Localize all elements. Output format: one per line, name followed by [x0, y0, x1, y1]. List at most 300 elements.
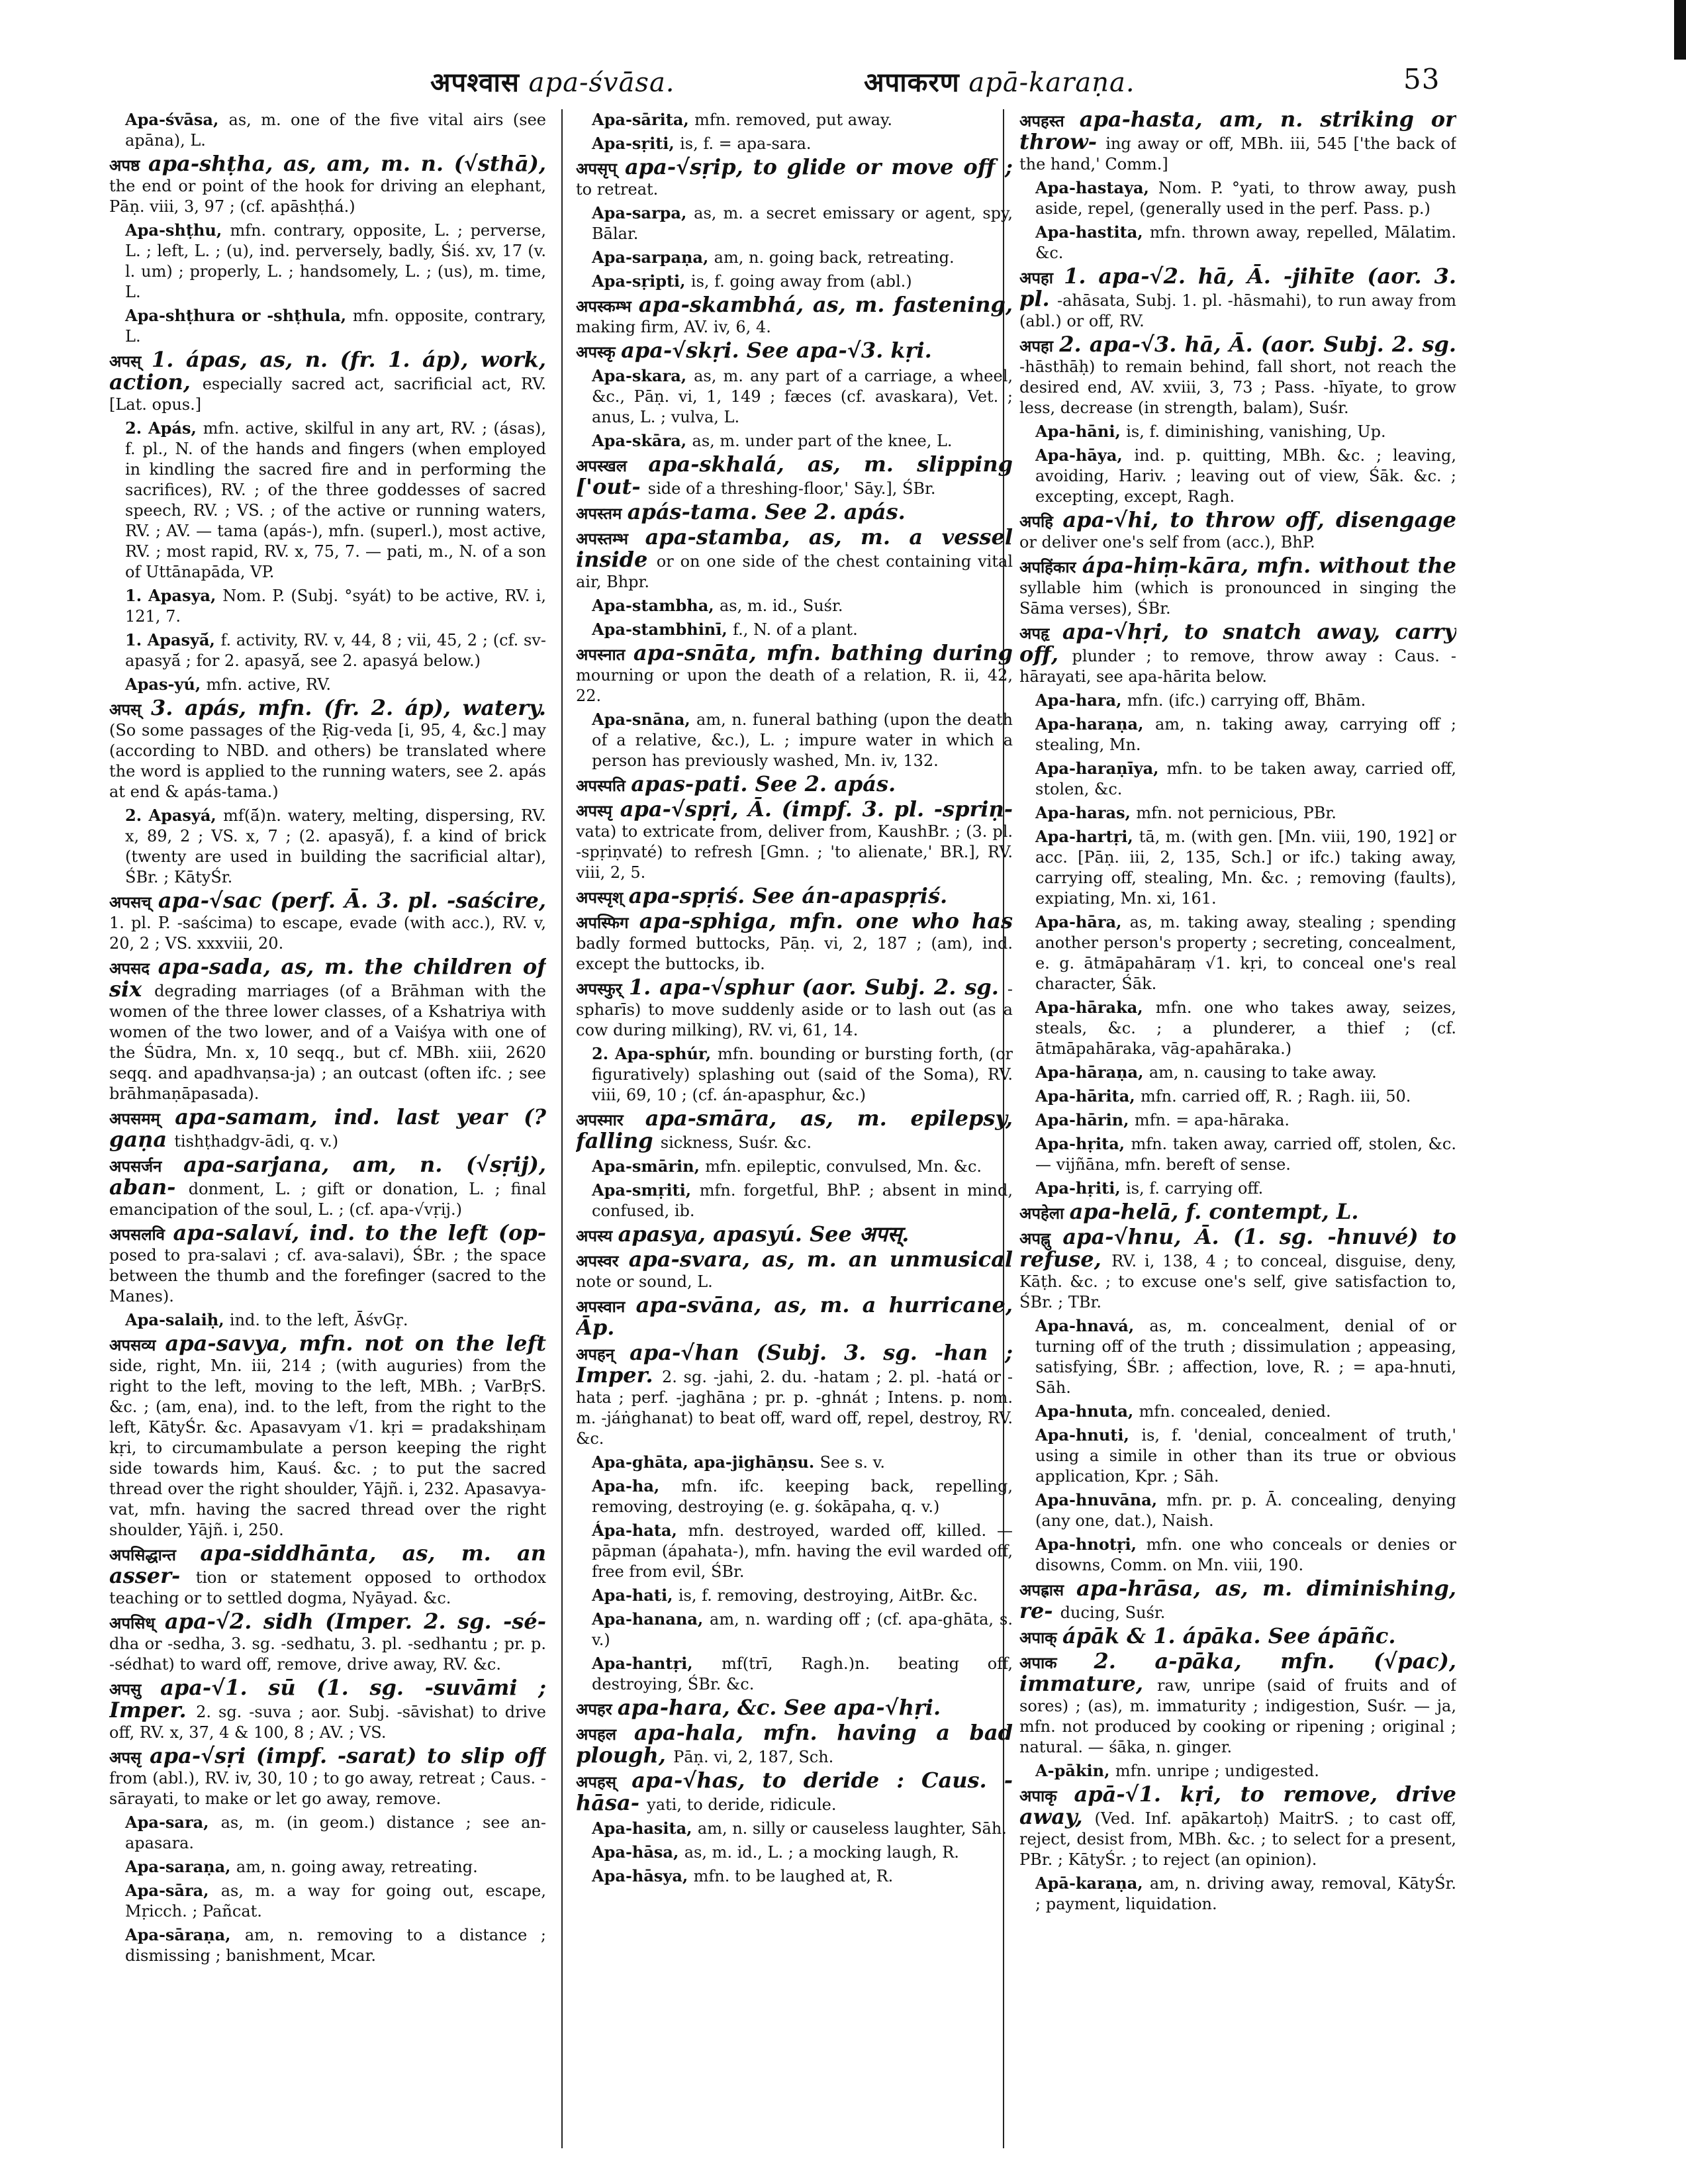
dictionary-entry [576, 1043, 1013, 1106]
entry-headword: 2. a-pāka, mfn. (√pac), immature, [1019, 1648, 1456, 1696]
entry-devanagari: अपसिध् [109, 1614, 165, 1633]
dictionary-entry [109, 630, 546, 671]
entry-headword: apa-svara, as, m. an unmusical [628, 1247, 1013, 1272]
entry-headword: Apa-stambha, [592, 596, 720, 615]
dictionary-entry [1019, 222, 1456, 263]
entry-headword: apa-√1. sū (1. sg. -suvāmi ; Imper. [109, 1675, 546, 1723]
dictionary-entry [1019, 1133, 1456, 1175]
dictionary-entry [109, 1152, 546, 1220]
entry-headword: apa-sphiga, mfn. one who has [639, 908, 1013, 933]
dictionary-entry [576, 1156, 1013, 1177]
entry-definition: Pāṇ. vi, 2, 187, Sch. [673, 1748, 834, 1766]
entry-headword: Apa-hastaya, [1035, 178, 1158, 197]
entry-definition: is, f. going away from (abl.) [690, 272, 912, 291]
dictionary-entry [1019, 334, 1456, 418]
entry-definition: 2. sg. -suva ; aor. Subj. -sāvishat) to drive off, RV. x, 37, 4 & 100, 8 ; AV. ; VS. [109, 1703, 546, 1742]
dictionary-entry [576, 430, 1013, 451]
entry-definition: am, n. causing to take away. [1148, 1063, 1377, 1082]
dictionary-entry [576, 154, 1013, 200]
entry-headword: 3. apás, mfn. (fr. 2. áp), watery. [150, 695, 546, 720]
entry-devanagari: अपस्कृ [576, 343, 622, 361]
entry-headword: ápāk & 1. ápāka. See ápāñc. [1062, 1623, 1396, 1648]
entry-definition: am, n. going away, retreating. [236, 1858, 478, 1876]
entry-definition: tion or statement opposed to orthodox teaching or to settled dogma, Nyāyad. &c. [109, 1568, 546, 1607]
entry-headword: Apa-hnotṛi, [1035, 1535, 1147, 1554]
dictionary-entry [1019, 1086, 1456, 1107]
entry-headword: Apa-hastita, [1035, 222, 1150, 242]
dictionary-entry [576, 365, 1013, 428]
entry-devanagari: अपस्तम्भ [576, 530, 645, 548]
entry-devanagari: अपस्खल [576, 457, 649, 475]
entry-headword: Apa-śvāsa, [125, 110, 229, 129]
entry-definition: (So some passages of the Ṛig-veda [i, 95, 4, &c.] may (according to NBD. and others) be translated where the word is applied to the running waters, see 2. apás at end & apás-tama.) [109, 721, 546, 801]
dictionary-entry [109, 109, 546, 151]
dictionary-entry [576, 1770, 1013, 1815]
dictionary-entry [109, 585, 546, 627]
dictionary-entry [1019, 690, 1456, 711]
entry-headword: apa-spṛiś. See án-apaspṛiś. [628, 883, 948, 908]
entry-headword: Apa-salaiḥ, [125, 1310, 230, 1329]
entry-headword: apás-tama. See 2. apás. [627, 499, 906, 524]
entry-devanagari: अपसर्जन [109, 1157, 184, 1176]
entry-devanagari: अपहि [1019, 512, 1063, 531]
entry-definition: am, n. taking away, carrying off ; stealing, Mn. [1035, 715, 1456, 754]
entry-devanagari: अपस्वान [576, 1298, 636, 1316]
dictionary-entry [576, 1180, 1013, 1221]
entry-headword: Apa-hartṛi, [1035, 827, 1139, 846]
entry-headword: apa-stamba, as, m. a vessel inside [576, 524, 1013, 572]
dictionary-entry [576, 1866, 1013, 1887]
dictionary-entry [1019, 619, 1456, 687]
dictionary-entry [109, 151, 546, 217]
dictionary-entry [576, 1653, 1013, 1695]
dictionary-entry [109, 695, 546, 802]
page-number: 53 [1403, 63, 1440, 95]
entry-definition: mfn. removed, put away. [694, 111, 892, 129]
entry-definition: mfn. not pernicious, PBr. [1136, 804, 1336, 822]
dictionary-entry [1019, 421, 1456, 442]
entry-definition: mfn. destroyed, warded off, killed. — pāpman (ápahata-), mfn. having the evil warded off, free from evil, ŚBr. [592, 1521, 1013, 1581]
entry-headword: Apa-hāni, [1035, 422, 1127, 441]
dictionary-entry [1019, 1199, 1456, 1224]
entry-headword: Apa-hasita, [592, 1819, 698, 1838]
entry-definition: yati, to deride, ridicule. [647, 1795, 837, 1814]
entry-devanagari: अपह्नु [1019, 1229, 1063, 1248]
dictionary-entry [576, 1249, 1013, 1292]
entry-headword: 1. ápas, as, n. (fr. 1. áp), work, action, [109, 347, 546, 395]
entry-headword: Apa-hāsya, [592, 1866, 694, 1885]
entry-headword: Apa-shṭhura or -shṭhula, [125, 306, 353, 325]
entry-definition: -hāsthāḥ) to remain behind, fall short, not reach the desired end, AV. xviii, 3, 73 ; Pass. -hīyate, to grow less, decrease (in strength, balam), Suśr. [1019, 357, 1456, 417]
entry-headword: apa-savya, mfn. not on the left [165, 1331, 546, 1356]
entry-devanagari: अपसृ [109, 1748, 150, 1767]
entry-definition: mfn. active, skilful in any art, RV. ; (ásas), f. pl., N. of the hands and fingers (when employed in kindling the sacred fire and in performing the sacrifices), RV. ; of the three goddesses of sacred speech, RV. ; VS. ; of the active or running waters, RV. ; AV. — tama (apás-), mfn. (superl.), most active, RV. ; most rapid, RV. x, 75, 7. — pati, m., N. of a son of Uttānapāda, VP. [125, 419, 546, 581]
entry-definition: mfn. pr. p. Ā. concealing, denying (any one, dat.), Naish. [1035, 1491, 1456, 1530]
entry-definition: or on one side of the chest containing vital air, Bhpr. [576, 552, 1013, 591]
entry-headword: apa-samam, ind. last year (? gaṇa [109, 1104, 546, 1152]
dictionary-entry [576, 1697, 1013, 1720]
entry-devanagari: अपहस्त [1019, 112, 1080, 130]
header-left-devanagari: अपश्वास [430, 68, 520, 98]
entry-headword: Apa-hārita, [1035, 1086, 1141, 1106]
entry-devanagari: अपस्वर [576, 1252, 629, 1270]
entry-headword: Apa-hāra, [1035, 912, 1130, 931]
dictionary-entry [109, 1220, 546, 1307]
entry-headword: Apa-hnuvāna, [1035, 1490, 1167, 1509]
entry-definition: ing away or off, MBh. iii, 545 ['the back of the hand,' Comm.] [1019, 134, 1456, 173]
entry-headword: Apa-sarpaṇa, [592, 248, 714, 267]
entry-devanagari: अपस्य [576, 1227, 618, 1245]
entry-headword: apa-svāna, as, m. a hurricane, Āp. [576, 1292, 1013, 1340]
entry-definition: mf(trī, Ragh.)n. beating off, destroying, ŚBr. &c. [592, 1654, 1013, 1693]
dictionary-entry [576, 1221, 1013, 1247]
dictionary-entry [109, 1743, 546, 1809]
entry-definition: plunder ; to remove, throw away : Caus. -hārayati, see apa-hārita below. [1019, 647, 1456, 686]
dictionary-entry [576, 1609, 1013, 1650]
entry-headword: Apa-hṛiti, [1035, 1178, 1127, 1198]
entry-definition: mfn. ifc. keeping back, repelling, removing, destroying (e. g. śokāpaha, q. v.) [592, 1477, 1013, 1516]
entry-devanagari: अपसव्य [109, 1336, 165, 1354]
dictionary-entry [576, 340, 1013, 363]
entry-headword: apa-√sṛi (impf. -sarat) to slip off [150, 1743, 546, 1768]
dictionary-entry [576, 1720, 1013, 1768]
entry-headword: Apa-haraṇīya, [1035, 759, 1167, 778]
entry-headword: Apa-shṭhu, [125, 220, 230, 240]
entry-devanagari: अपहा [1019, 337, 1060, 356]
entry-definition: (Ved. Inf. apākartoḥ) MaitrS. ; to cast off, reject, desist from, MBh. &c. ; to select for a present, PBr. ; KātyŚr. ; to reject (an opinion). [1019, 1809, 1456, 1869]
entry-devanagari: अपस् [109, 352, 152, 371]
dictionary-entry [109, 1856, 546, 1877]
entry-headword: apa-√skṛi. See apa-√3. kṛi. [621, 338, 932, 363]
dictionary-entry [1019, 1534, 1456, 1576]
entry-headword: Apa-hāsa, [592, 1842, 684, 1862]
entry-headword: Apa-haras, [1035, 803, 1137, 822]
entry-definition: -ahāsata, Subj. 1. pl. -hāsmahi), to run away from (abl.) or off, RV. [1019, 291, 1456, 330]
entry-devanagari: अपस्पृ [576, 802, 620, 820]
dictionary-entry [576, 109, 1013, 130]
entry-definition: raw, unripe (said of fruits and of sores) ; (as), m. immaturity ; indigestion, Suśr. — ja, mfn. not produced by cooking or ripening ; original ; natural. — śāka, n. ginger. [1019, 1676, 1456, 1756]
entry-headword: Apa-sṛiti, [592, 134, 680, 153]
dictionary-entry [576, 292, 1013, 338]
dictionary-entry [1019, 714, 1456, 755]
entry-definition: side, right, Mn. iii, 214 ; (with auguries) from the right to the left, moving to the left, MBh. ; VarBṛS. &c. ; (am, ena), ind. to the left, from the right to the left, KātyŚr. &c. Apasavyam √1. kṛi = pradakshiṇam kṛi, to circumambulate a person keeping the right side towards him, Kauś. &c. ; to put the sacred thread over the right shoulder, Yājñ. i, 232. Apasavya-vat, mfn. having the sacred thread over the right shoulder, Yājñ. i, 250. [109, 1356, 546, 1539]
dictionary-entry [1019, 1623, 1456, 1648]
entry-devanagari: अपसच् [109, 893, 158, 912]
entry-definition: ind. to the left, ĀśvGṛ. [229, 1311, 408, 1329]
entry-devanagari: अपस्फिग [576, 914, 639, 932]
entry-headword: apa-√2. sidh (Imper. 2. sg. -sé- [164, 1609, 546, 1634]
entry-headword: apasya, apasyú. See अपस्. [618, 1221, 910, 1247]
entry-headword: apa-√sac (perf. Ā. 3. pl. -saścire, [158, 888, 546, 913]
dictionary-entry [109, 890, 546, 954]
entry-definition: sickness, Suśr. &c. [660, 1133, 812, 1152]
dictionary-entry [576, 1292, 1013, 1340]
dictionary-entry [576, 619, 1013, 640]
entry-headword: Apa-ghāta, apa-jighāṇsu. [592, 1452, 820, 1472]
dictionary-entry [109, 1924, 546, 1966]
entry-headword: apa-√hnu, Ā. (1. sg. -hnuvé) to refuse, [1019, 1224, 1456, 1272]
entry-headword: apa-√hṛi, to snatch away, carry off, [1019, 619, 1456, 667]
entry-headword: apa-√spṛi, Ā. (impf. 3. pl. -spriṇ- [620, 796, 1013, 822]
entry-headword: apa-√has, to deride : Caus. -hāsa- [576, 1768, 1013, 1815]
entry-headword: Apa-hara, [1035, 690, 1127, 710]
entry-headword: apā-√1. kṛi, to remove, drive away, [1019, 1781, 1456, 1829]
dictionary-entry [1019, 263, 1456, 332]
dictionary-entry [576, 1476, 1013, 1517]
dictionary-entry [576, 247, 1013, 268]
entry-headword: Apa-stambhinī, [592, 620, 733, 639]
dictionary-entry [1019, 802, 1456, 824]
dictionary-entry [576, 595, 1013, 616]
column-2 [576, 109, 1013, 2155]
entry-definition: -spharīs) to move suddenly aside or to lash out (as a cow during milking), RV. vi, 61, 14. [576, 980, 1013, 1039]
entry-definition: as, m. id., L. ; a mocking laugh, R. [684, 1843, 959, 1862]
entry-devanagari: अपहन् [576, 1345, 630, 1364]
entry-definition: as, m. (in geom.) distance ; see an-apasara. [125, 1813, 546, 1852]
entry-headword: Apa-hnuta, [1035, 1401, 1139, 1421]
entry-definition: is, f. 'denial, concealment of truth,' using a simile in other than its true or obvious application, Kpr. ; Sāh. [1035, 1426, 1456, 1486]
entry-headword: Apa-smṛiti, [592, 1180, 700, 1200]
entry-devanagari: अपसमम् [109, 1110, 175, 1128]
entry-definition: mfn. thrown away, repelled, Mālatim. &c. [1035, 223, 1456, 262]
entry-definition: am, n. warding off ; (cf. apa-ghāta, s. v.) [592, 1610, 1013, 1649]
dictionary-entry [109, 1309, 546, 1331]
dictionary-entry [576, 908, 1013, 974]
dictionary-entry [109, 418, 546, 583]
dictionary-entry [576, 883, 1013, 908]
entry-definition: Nom. P. °yati, to throw away, push aside, repel, (generally used in the perf. Pass. p.) [1035, 179, 1456, 218]
dictionary-entry [576, 499, 1013, 524]
entry-definition: tā, m. (with gen. [Mn. viii, 190, 192] or acc. [Pāṇ. iii, 2, 135, Sch.] or ifc.) taking away, carrying off, stealing, Mn. &c. ; removing (faults), expiating, Mn. xi, 161. [1035, 828, 1456, 908]
dictionary-entry [576, 1520, 1013, 1582]
entry-devanagari: अपहस् [576, 1773, 632, 1791]
entry-headword: apa-snāta, mfn. bathing during [633, 640, 1013, 665]
dictionary-entry [1019, 826, 1456, 909]
entry-headword: Apa-ha, [592, 1476, 682, 1496]
entry-definition: See s. v. [820, 1453, 885, 1472]
dictionary-entry [109, 305, 546, 347]
entry-devanagari: अपह्रास [1019, 1581, 1077, 1599]
dictionary-entry [1019, 1062, 1456, 1083]
entry-definition: ind. p. quitting, MBh. &c. ; leaving, avoiding, Hariv. ; leaving out of view, Śāk. &c. ; excepting, except, Ragh. [1035, 446, 1456, 506]
entry-devanagari: अपसलवि [109, 1225, 173, 1244]
page-edge-bar [1674, 0, 1686, 60]
entry-devanagari: अपस्मार [576, 1111, 645, 1129]
entry-headword: 2. Apás, [125, 418, 203, 438]
entry-devanagari: अपस्फुर् [576, 980, 629, 998]
dictionary-entry [1019, 1781, 1456, 1870]
dictionary-entry [576, 1340, 1013, 1449]
dictionary-entry [576, 203, 1013, 244]
entry-headword: apa-√han (Subj. 3. sg. -han ; Imper. [576, 1340, 1013, 1388]
dictionary-entry [109, 954, 546, 1104]
entry-headword: apa-skambhá, as, m. fastening, [638, 292, 1013, 317]
entry-devanagari: अपहल [576, 1725, 634, 1744]
entry-definition: RV. i, 138, 4 ; to conceal, disguise, deny, Kāṭh. &c. ; to excuse one's self, give satisfaction to, ŚBr. ; TBr. [1019, 1252, 1456, 1311]
entry-headword: Ápa-hata, [592, 1521, 688, 1540]
entry-devanagari: अपहिंकार [1019, 558, 1082, 577]
entry-devanagari: अपाक् [1019, 1629, 1062, 1647]
entry-headword: Apa-sārita, [592, 110, 695, 129]
entry-devanagari: अपाकृ [1019, 1787, 1074, 1805]
entry-headword: apa-√sṛip, to glide or move off ; [625, 154, 1013, 179]
entry-definition: syllable him (which is pronounced in singing the Sāma verses), ŚBr. [1019, 579, 1456, 618]
entry-headword: apa-skhalá, as, m. slipping ['out- [576, 451, 1013, 499]
dictionary-entry [576, 796, 1013, 883]
dictionary-entry [1019, 555, 1456, 619]
dictionary-entry [576, 974, 1013, 1041]
dictionary-entry [1019, 997, 1456, 1059]
entry-devanagari: अपसु [109, 1680, 161, 1699]
entry-definition: to retreat. [576, 180, 659, 199]
entry-definition: posed to pra-salavi ; cf. ava-salavi), ŚBr. ; the space between the thumb and the forefinger (sacred to the Manes). [109, 1246, 546, 1306]
entry-headword: apa-siddhānta, as, m. an asser- [109, 1541, 546, 1588]
entry-definition: mourning or upon the death of a relation, R. ii, 42, 22. [576, 666, 1013, 705]
entry-headword: Apa-hṛita, [1035, 1134, 1131, 1153]
entry-headword: apa-salaví, ind. to the left (op- [173, 1220, 546, 1245]
entry-definition: mf(ā́)n. watery, melting, dispersing, RV. x, 89, 2 ; VS. x, 7 ; (2. apasyā́), f. a kind of brick (twenty are used in building the sacrificial altar), ŚBr. ; KātyŚr. [125, 806, 546, 886]
entry-definition: mfn. one who conceals or denies or disowns, Comm. on Mn. viii, 190. [1035, 1535, 1456, 1574]
dictionary-entry [576, 771, 1013, 796]
entry-definition: am, n. going back, retreating. [714, 248, 955, 267]
entry-definition: degrading marriages (of a Brāhman with the women of the three lower classes, of a Kshatriya with women of the two lower, and of a Vaiśya with one of the Śūdra, Mn. x, 10 seqq., but cf. MBh. xiii, 2620 seqq. and apadhvaṇsa-ja) ; an outcast (often ifc. ; see brāhmaṇāpasada). [109, 982, 546, 1103]
entry-devanagari: अपस्कम्भ [576, 297, 639, 316]
entry-headword: 1. Apasyā́, [125, 630, 221, 649]
dictionary-entry [576, 1818, 1013, 1839]
entry-devanagari: अपष्ठ [109, 156, 148, 175]
dictionary-entry [576, 1452, 1013, 1473]
dictionary-entry [1019, 1578, 1456, 1623]
entry-headword: apa-hala, mfn. having a bad plough, [576, 1720, 1013, 1768]
entry-headword: Apa-snāna, [592, 710, 697, 729]
dictionary-columns [109, 109, 1579, 2161]
dictionary-entry [576, 1842, 1013, 1863]
dictionary-entry [109, 674, 546, 695]
entry-headword: apa-hara, &c. See apa-√hṛi. [617, 1695, 941, 1720]
header-center-transliteration: apā-karaṇa. [968, 68, 1135, 98]
entry-devanagari: अपस्पति [576, 777, 632, 795]
entry-devanagari: अपहा [1019, 269, 1064, 287]
entry-headword: Apa-hati, [592, 1586, 679, 1605]
entry-definition: is, f. carrying off. [1126, 1179, 1264, 1198]
entry-definition: as, m. any part of a carriage, a wheel, &c., Pāṇ. vi, 1, 149 ; fæces (cf. avaskara), Vet. ; anus, L. ; vulva, L. [592, 367, 1013, 426]
entry-headword: Apa-haraṇa, [1035, 714, 1155, 734]
dictionary-entry [109, 1675, 546, 1743]
entry-definition: mfn. taken away, carried off, stolen, &c. — vijñāna, mfn. bereft of sense. [1035, 1135, 1456, 1174]
entry-headword: Apa-sara, [125, 1813, 221, 1832]
dictionary-entry [109, 220, 546, 303]
entry-devanagari: अपहर [576, 1700, 618, 1719]
entry-headword: Apa-sāra, [125, 1881, 221, 1900]
entry-headword: A-pākin, [1035, 1761, 1115, 1780]
dictionary-entry [1019, 1425, 1456, 1487]
dictionary-entry [1019, 1873, 1456, 1915]
header-left-transliteration: apa-śvāsa. [528, 68, 675, 98]
dictionary-entry [1019, 1490, 1456, 1531]
entry-headword: apas-pati. See 2. apás. [631, 771, 896, 796]
entry-definition: dha or -sedha, 3. sg. -sedhatu, 3. pl. -sedhantu ; pr. p. -sédhat) to ward off, remove, drive away, RV. &c. [109, 1635, 546, 1674]
dictionary-entry [576, 271, 1013, 292]
dictionary-entry [1019, 1648, 1456, 1758]
dictionary-entry [576, 640, 1013, 706]
dictionary-entry [1019, 758, 1456, 800]
entry-headword: apa-hasta, am, n. striking or throw- [1019, 109, 1456, 154]
dictionary-entry [576, 1108, 1013, 1153]
entry-devanagari: अपस्नात [576, 645, 633, 664]
entry-definition: as, m. concealment, denial of or turning off of the truth ; dissimulation ; appeasing, satisfying, ŚBr. ; affection, love, R. ; = apa-hnuti, Sāh. [1035, 1317, 1456, 1397]
dictionary-entry [109, 805, 546, 888]
entry-devanagari: अपसृप् [576, 160, 625, 178]
dictionary-entry [1019, 445, 1456, 507]
entry-definition: badly formed buttocks, Pāṇ. vi, 2, 187 ; (am), ind. except the buttocks, ib. [576, 934, 1013, 973]
running-header [0, 63, 1686, 103]
dictionary-entry [1019, 912, 1456, 994]
dictionary-entry [109, 1611, 546, 1675]
entry-definition: the end or point of the hook for driving an elephant, Pāṇ. viii, 3, 97 ; (cf. apāshṭhá.) [109, 177, 546, 216]
entry-definition: mfn. contrary, opposite, L. ; perverse, L. ; left, L. ; (u), ind. perversely, badly, Śiś. xv, 17 (v. l. um) ; properly, L. ; handsomely, L. ; (us), m. time, L. [125, 221, 546, 301]
dictionary-entry [576, 1585, 1013, 1606]
entry-definition: especially sacred act, sacrificial act, RV. [Lat. opus.] [109, 375, 546, 414]
entry-definition: f., N. of a plant. [733, 620, 858, 639]
header-left-headword [430, 63, 675, 99]
entry-definition: Nom. P. (Subj. °syát) to be active, RV. i, 121, 7. [125, 587, 546, 626]
entry-definition: am, n. silly or causeless laughter, Sāh. [697, 1819, 1007, 1838]
entry-headword: apa-sada, as, m. the children of six [109, 954, 546, 1002]
header-center-devanagari: अपाकरण [864, 68, 960, 98]
entry-definition: mfn. epileptic, convulsed, Mn. &c. [705, 1157, 982, 1176]
entry-devanagari: अपहेला [1019, 1204, 1070, 1223]
entry-definition: mfn. to be laughed at, R. [693, 1867, 894, 1885]
entry-headword: Apa-saraṇa, [125, 1857, 236, 1876]
entry-definition: as, m. a secret emissary or agent, spy, Bālar. [592, 204, 1013, 243]
dictionary-entry [1019, 1315, 1456, 1398]
entry-headword: apa-shṭha, as, am, m. n. (√sthā), [148, 151, 546, 176]
entry-definition: am, n. removing to a distance ; dismissing ; banishment, Mcar. [125, 1926, 546, 1965]
column-1 [109, 109, 546, 2155]
entry-headword: Apa-hāya, [1035, 446, 1135, 465]
entry-headword: 1. apa-√sphur (aor. Subj. 2. sg. [628, 974, 1007, 1000]
entry-definition: mfn. bounding or bursting forth, (or figuratively) splashing out (said of the Soma), RV. viii, 69, 10 ; (cf. án-apasphur, &c.) [592, 1045, 1013, 1104]
dictionary-entry [109, 1880, 546, 1922]
entry-definition: is, f. diminishing, vanishing, Up. [1126, 422, 1386, 441]
entry-headword: apa-hrāsa, as, m. diminishing, re- [1019, 1576, 1456, 1623]
entry-definition: mfn. carried off, R. ; Ragh. iii, 50. [1141, 1087, 1411, 1106]
dictionary-entry [109, 1104, 546, 1152]
entry-definition: mfn. unripe ; undigested. [1115, 1762, 1319, 1780]
dictionary-entry [109, 347, 546, 415]
entry-devanagari: अपस् [109, 700, 151, 719]
entry-headword: Apa-skāra, [592, 431, 692, 450]
entry-definition: as, m. taking away, stealing ; spending another person's property ; secreting, concealment, e. g. ātmāpahāraṃ √1. kṛi, to conceal one's real character, Śāk. [1035, 913, 1456, 993]
entry-definition: mfn. to be taken away, carried off, stolen, &c. [1035, 759, 1456, 798]
entry-definition: as, m. a way for going out, escape, Mṛicch. ; Pañcat. [125, 1881, 546, 1921]
entry-devanagari: अपसद [109, 959, 158, 978]
entry-definition: as, m. under part of the knee, L. [692, 432, 953, 450]
entry-headword: 2. Apasyá, [125, 806, 224, 825]
entry-devanagari: अपहृ [1019, 624, 1062, 643]
entry-headword: apa-smāra, as, m. epilepsy, falling [576, 1106, 1013, 1153]
entry-headword: 1. Apasya, [125, 586, 223, 605]
entry-definition: as, m. one of the five vital airs (see apāna), L. [125, 111, 546, 150]
entry-definition: f. activity, RV. v, 44, 8 ; vii, 45, 2 ; (cf. sv-apasyā́ ; for 2. apasyā́, see 2. apasyá below.) [125, 631, 546, 670]
entry-devanagari: अपाक [1019, 1654, 1094, 1672]
dictionary-entry [1019, 1760, 1456, 1781]
entry-definition: or deliver one's self from (acc.), BhP. [1019, 533, 1315, 551]
entry-definition: 1. pl. P. -saścima) to escape, evade (with acc.), RV. v, 20, 2 ; VS. xxxviii, 20. [109, 914, 546, 953]
entry-devanagari: अपस्तम [576, 504, 628, 523]
entry-definition: vata) to extricate from, deliver from, KaushBr. ; (3. pl. -spṛiṇvaté) to refresh [Gmn. ; 'to alienate,' BR.], RV. viii, 2, 5. [576, 822, 1013, 882]
entry-headword: apa-sarjana, am, n. (√sṛij), aban- [109, 1152, 546, 1200]
